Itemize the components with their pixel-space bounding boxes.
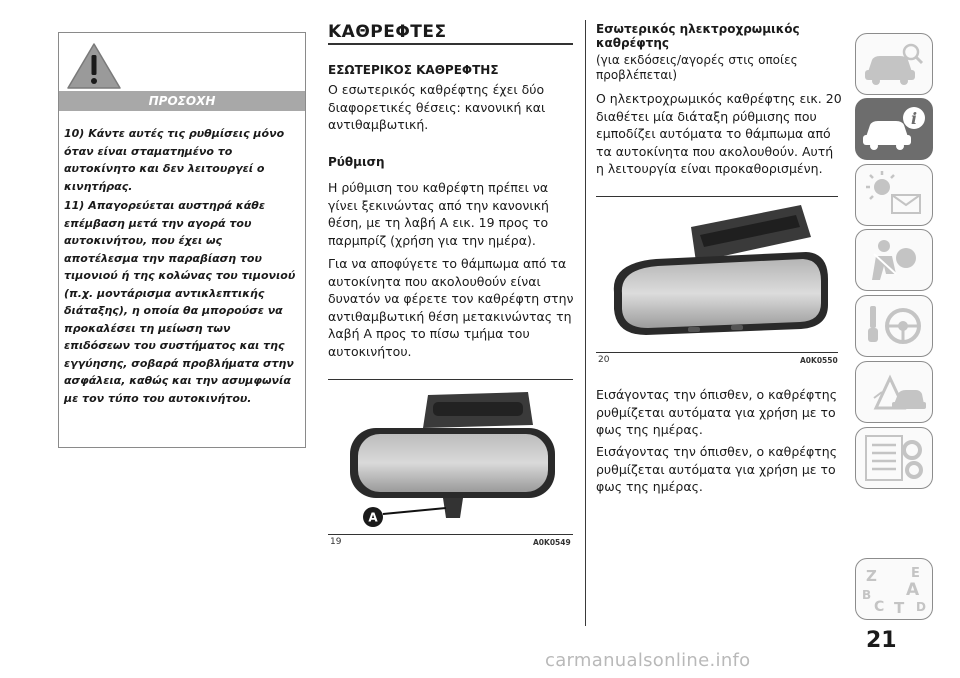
index-letter: C <box>874 599 885 615</box>
warning-item-number: 11) <box>64 199 85 212</box>
warning-item-text: Απαγορεύεται αυστηρά κάθε επέμβαση μετά την αγορά του αυτοκινήτου, που έχει ως αποτέλεσμα την παραβίαση του τιμονιού ή της κολώνας του τιμονιού (π.χ. μοντάρισμα αντικλεπτικής διάταξης), η οποία θα μπορούσε να προκαλέσει τη μείωση των επιδόσεων του συστήματος και της εγγύησης, σοβαρά προβλήματα στην ασφάλεια, καθώς και την ασυμφωνία με τον τύπο του αυτοκινήτου. <box>64 199 296 405</box>
mirror-mount-window <box>433 402 523 416</box>
adjust-heading: Ρύθμιση <box>328 155 385 169</box>
figure-code: A0K0550 <box>800 356 838 365</box>
page-number: 21 <box>866 628 897 653</box>
warning-title: ΠΡΟΣΟΧΗ <box>59 91 305 111</box>
steering-wheel-icon <box>856 296 931 355</box>
mirror-glass <box>358 434 548 492</box>
tab-warning-lights[interactable] <box>855 164 933 226</box>
breakdown-icon <box>856 362 931 421</box>
airbag-safety-icon <box>856 230 931 289</box>
adjust-paragraph-2: Για να αποφύγετε το θάμπωμα από τα αυτοκίνητα που ακολουθούν είναι δυνατόν να φέρετε τον καθρέφτη στην αντιθαμβωτική θέση μετακινώντας τη λαβή A προς το πίσω τμήμα του αυτοκινήτου. <box>328 256 574 359</box>
warning-box <box>58 32 306 448</box>
tab-servicing-care[interactable] <box>855 427 933 489</box>
index-letter: E <box>911 566 920 581</box>
callout-line <box>383 508 446 514</box>
mirror-glass <box>622 259 821 328</box>
figure-number: 20 <box>598 355 610 365</box>
callout-label: A <box>368 510 378 525</box>
reverse-gear-paragraph-1: Εισάγοντας την όπισθεν, ο καθρέφτης ρυθμίζεται αυτόματα για χρήση με το φως της ημέρας. <box>596 387 838 437</box>
warning-lights-icon <box>856 165 931 224</box>
electrochromic-heading: Εσωτερικός ηλεκτροχρωμικός καθρέφτης <box>596 22 800 50</box>
tab-car-info[interactable] <box>855 98 933 160</box>
figure-bottom-rule <box>596 352 838 353</box>
mirror-sensor-button <box>688 327 700 332</box>
index-letter: D <box>916 600 926 614</box>
figure-bottom-rule <box>328 534 573 535</box>
index-letter: Z <box>866 567 877 585</box>
warning-item-number: 10) <box>64 127 85 140</box>
electrochromic-mirror-figure-20 <box>596 197 838 351</box>
alphabetical-index-icon <box>856 559 931 618</box>
tab-starting-driving[interactable] <box>855 295 933 357</box>
tab-alphabetical-index[interactable] <box>855 558 933 620</box>
intro-paragraph: Ο εσωτερικός καθρέφτης έχει δύο διαφορετικές θέσεις: κανονική και αντιθαμβωτική. <box>328 82 546 132</box>
figure-number: 19 <box>330 537 342 547</box>
warning-triangle-icon <box>65 41 123 91</box>
heading-rule <box>328 43 573 45</box>
reverse-gear-paragraph-2: Εισάγοντας την όπισθεν, ο καθρέφτης ρυθμίζεται αυτόματα για χρήση με το φως της ημέρας. <box>596 444 838 494</box>
tab-in-emergency[interactable] <box>855 361 933 423</box>
index-letter: B <box>862 588 872 602</box>
warning-item <box>64 125 300 195</box>
rearview-mirror-figure-19 <box>328 380 573 530</box>
adjust-paragraph-1: Η ρύθμιση του καθρέφτη πρέπει να γίνει ξεκινώντας από την κανονική θέση, με τη λαβή A εικ. 19 προς το παρμπρίζ (χρήση για την ημέρα). <box>328 180 549 248</box>
subsection-heading: ΕΣΩΤΕΡΙΚΟΣ ΚΑΘΡΕΦΤΗΣ <box>328 63 499 77</box>
tab-getting-to-know-car[interactable] <box>855 33 933 95</box>
watermark: carmanualsonline.info <box>545 650 751 671</box>
car-info-icon <box>856 99 931 158</box>
maintenance-checklist-icon <box>856 428 931 487</box>
figure-code: A0K0549 <box>533 538 571 547</box>
column-divider <box>585 20 586 626</box>
mirror-sensor-button <box>731 325 743 330</box>
car-search-icon <box>856 34 931 93</box>
index-letter: A <box>906 580 920 600</box>
warning-item-text: Κάντε αυτές τις ρυθμίσεις μόνο όταν είναι σταματημένο το αυτοκίνητο και δεν λειτουργεί ο κινητήρας. <box>64 127 285 193</box>
index-letter: T <box>894 599 905 617</box>
availability-note: (για εκδόσεις/αγορές στις οποίες προβλέπεται) <box>596 53 798 82</box>
info-glyph: i <box>910 109 918 128</box>
section-heading: ΚΑΘΡΕΦΤΕΣ <box>328 22 447 42</box>
tab-safety[interactable] <box>855 229 933 291</box>
warning-item <box>64 197 300 407</box>
electrochromic-paragraph: Ο ηλεκτροχρωμικός καθρέφτης εικ. 20 διαθέτει μία διάταξη ρύθμισης που εμποδίζει αυτόματα το θάμπωμα από τα αυτοκίνητα που ακολουθούν. Αυτή η λειτουργία είναι προκαθορισμένη. <box>596 91 842 176</box>
